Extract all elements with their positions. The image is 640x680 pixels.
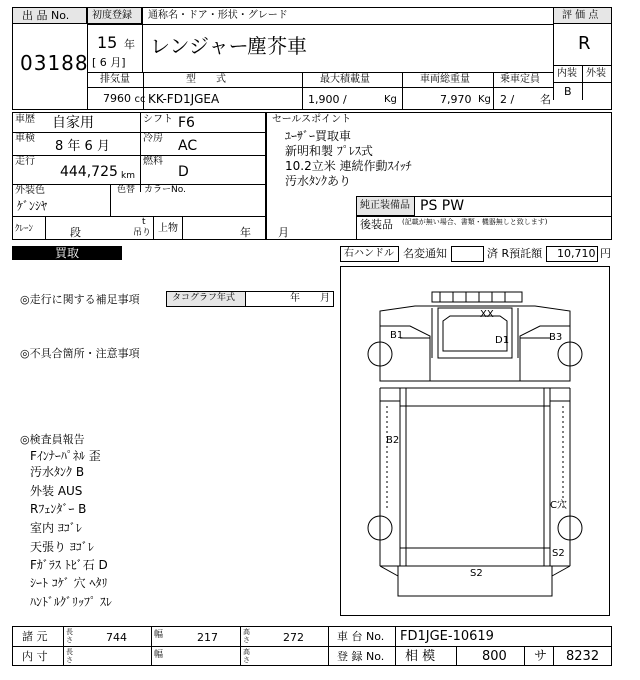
gvw: 7,970 [440, 93, 472, 106]
purchase-label: 買取 [55, 246, 80, 260]
color-code-label: カラーNo. [144, 185, 186, 195]
inspector-line-3: 外装 AUS [30, 484, 83, 498]
max-load: 1,900 / [308, 93, 347, 106]
mark-s2-right: S2 [552, 548, 565, 559]
inspector-title: ◎検査員報告 [20, 433, 85, 446]
sales-title: セールスポイント [272, 114, 352, 125]
mark-c-ana: C穴 [550, 500, 567, 511]
inspector-line-4: Rﾌｪﾝﾀﾞｰ B [30, 502, 87, 516]
truck-diagram [340, 266, 610, 616]
chassis-label: 車 台 No. [337, 630, 385, 643]
sales-line-3: 10.2立米 連続作動ｽｲｯﾁ [285, 159, 412, 173]
model-label: 通称名・ドア・形状・グレード [148, 10, 288, 21]
capacity: 2 / [500, 93, 515, 106]
fuel: D [178, 164, 189, 180]
height-label: 高さ [243, 628, 250, 644]
max-load-unit: Kg [384, 94, 397, 105]
reg-area: 相 模 [405, 649, 436, 664]
defect-title: ◎不具合箇所・注意事項 [20, 347, 140, 360]
capacity-label: 乗車定員 [500, 74, 540, 85]
fuel-label: 燃料 [143, 156, 163, 167]
tacho-label: タコグラフ年式 [172, 293, 236, 303]
inspection: 8 年 6 月 [55, 139, 110, 154]
upper-month: 月 [278, 226, 289, 239]
inspection-label: 車検 [15, 133, 35, 144]
crane-t: t [142, 217, 146, 227]
equip-label: 純正装備品 [360, 200, 410, 211]
color: ｹﾞﾝｼﾔ [17, 199, 48, 213]
first-reg-label: 初度登録 [92, 10, 132, 21]
history-label: 車歴 [15, 114, 35, 125]
reg-class: 800 [482, 649, 507, 664]
inner-height-label: 高さ [243, 648, 250, 664]
length: 744 [106, 631, 127, 644]
sales-line-2: 新明和製 ﾌﾟﾚｽ式 [285, 144, 373, 158]
disp-label: 排気量 [100, 74, 130, 85]
steering: 右ハンドル [344, 248, 394, 259]
mark-d1: D1 [495, 335, 510, 346]
length-label: 長さ [66, 628, 73, 644]
recycle-unit: 円 [600, 247, 611, 260]
reg-month: [ 6 月] [92, 56, 126, 69]
upper-year: 年 [240, 226, 251, 239]
equip: PS PW [420, 198, 465, 214]
color-label: 外装色 [15, 185, 45, 196]
upper-label: 上物 [158, 223, 178, 234]
width: 217 [197, 631, 218, 644]
ac-label: 冷房 [143, 133, 163, 144]
shift: F6 [178, 115, 195, 131]
inspector-line-5: 室内 ﾖｺﾞﾚ [30, 521, 82, 535]
inspector-line-8: ｼｰﾄ ｺｹﾞ 穴 ﾍﾀﾘ [30, 576, 108, 590]
mark-s2-rear: S2 [470, 568, 483, 579]
inner-width-label: 幅 [154, 650, 164, 660]
inspector-line-7: Fｶﾞﾗｽ ﾄﾋﾞ石 D [30, 558, 108, 572]
tacho-year: 年 [290, 293, 300, 304]
recycle-label: 済 R預託額 [487, 247, 543, 260]
interior-value: B [564, 85, 572, 98]
crane-stage: 段 [70, 226, 81, 239]
height: 272 [283, 631, 304, 644]
chassis: FD1JGE-10619 [400, 629, 494, 644]
inner-label: 内 寸 [22, 650, 48, 663]
exterior-label: 外装 [586, 68, 606, 79]
gvw-unit: Kg [478, 94, 491, 105]
inspector-line-1: Fｲﾝﾅｰﾊﾟﾈﾙ 歪 [30, 449, 101, 463]
car-type: 塵芥車 [247, 34, 307, 58]
inspector-line-2: 汚水ﾀﾝｸ B [30, 465, 85, 479]
aftermarket-note: (記載が無い場合、書類・機器無しと致します) [402, 218, 548, 226]
sales-line-1: ﾕｰｻﾞｰ買取車 [285, 129, 352, 143]
dim-label: 諸 元 [22, 630, 48, 643]
car-name: レンジャー [150, 34, 249, 58]
reg-year-unit: 年 [124, 38, 135, 51]
displacement: 7960 cc [103, 92, 146, 105]
mileage-unit: km [121, 171, 135, 181]
reg-label: 登 録 No. [337, 650, 385, 663]
aftermarket-label: 後装品 [360, 218, 393, 231]
interior-label: 内装 [557, 68, 577, 79]
recycle-amount: 10,710 [557, 247, 596, 260]
reg-num: 8232 [566, 649, 600, 664]
driving-title: ◎走行に関する補足事項 [20, 293, 140, 306]
inspector-line-9: ﾊﾝﾄﾞﾙｸﾞﾘｯﾌﾟ ｽﾚ [30, 595, 112, 609]
model-code: KK-FD1JGEA [148, 92, 220, 106]
mileage: 444,725 [60, 164, 118, 180]
inspector-line-6: 天張り ﾖｺﾞﾚ [30, 540, 94, 554]
reg-year: 15 [97, 33, 118, 52]
name-change-label: 名変通知 [403, 247, 447, 260]
history: 自家用 [52, 115, 94, 131]
sales-line-4: 汚水ﾀﾝｸあり [285, 174, 352, 188]
width-label: 幅 [154, 630, 164, 640]
capacity-unit: 名 [540, 93, 551, 106]
mark-b3: B3 [549, 332, 563, 343]
name-change-box [451, 246, 484, 262]
rating-label: 評 価 点 [562, 10, 599, 21]
crane-hang: 吊り [133, 228, 152, 238]
mark-xx: XX [480, 309, 494, 320]
lot-label: 出 品 No. [22, 9, 70, 22]
crane-label: ｸﾚｰﾝ [15, 224, 34, 234]
shift-label: シフト [143, 114, 173, 125]
ac: AC [178, 138, 198, 154]
inner-length-label: 長さ [66, 648, 73, 664]
rating-value: R [578, 33, 591, 54]
mileage-label: 走行 [15, 156, 35, 167]
lot-number: 03188 [20, 51, 89, 75]
spec-model-label: 型 式 [186, 74, 226, 85]
color-no-label: 色替 [117, 185, 136, 195]
gvw-label: 車両総重量 [420, 74, 470, 85]
reg-kana: サ [534, 649, 548, 664]
maxload-label: 最大積載量 [320, 74, 370, 85]
mark-b2: B2 [386, 435, 400, 446]
tacho-month: 月 [320, 293, 330, 304]
mark-b1: B1 [390, 330, 404, 341]
